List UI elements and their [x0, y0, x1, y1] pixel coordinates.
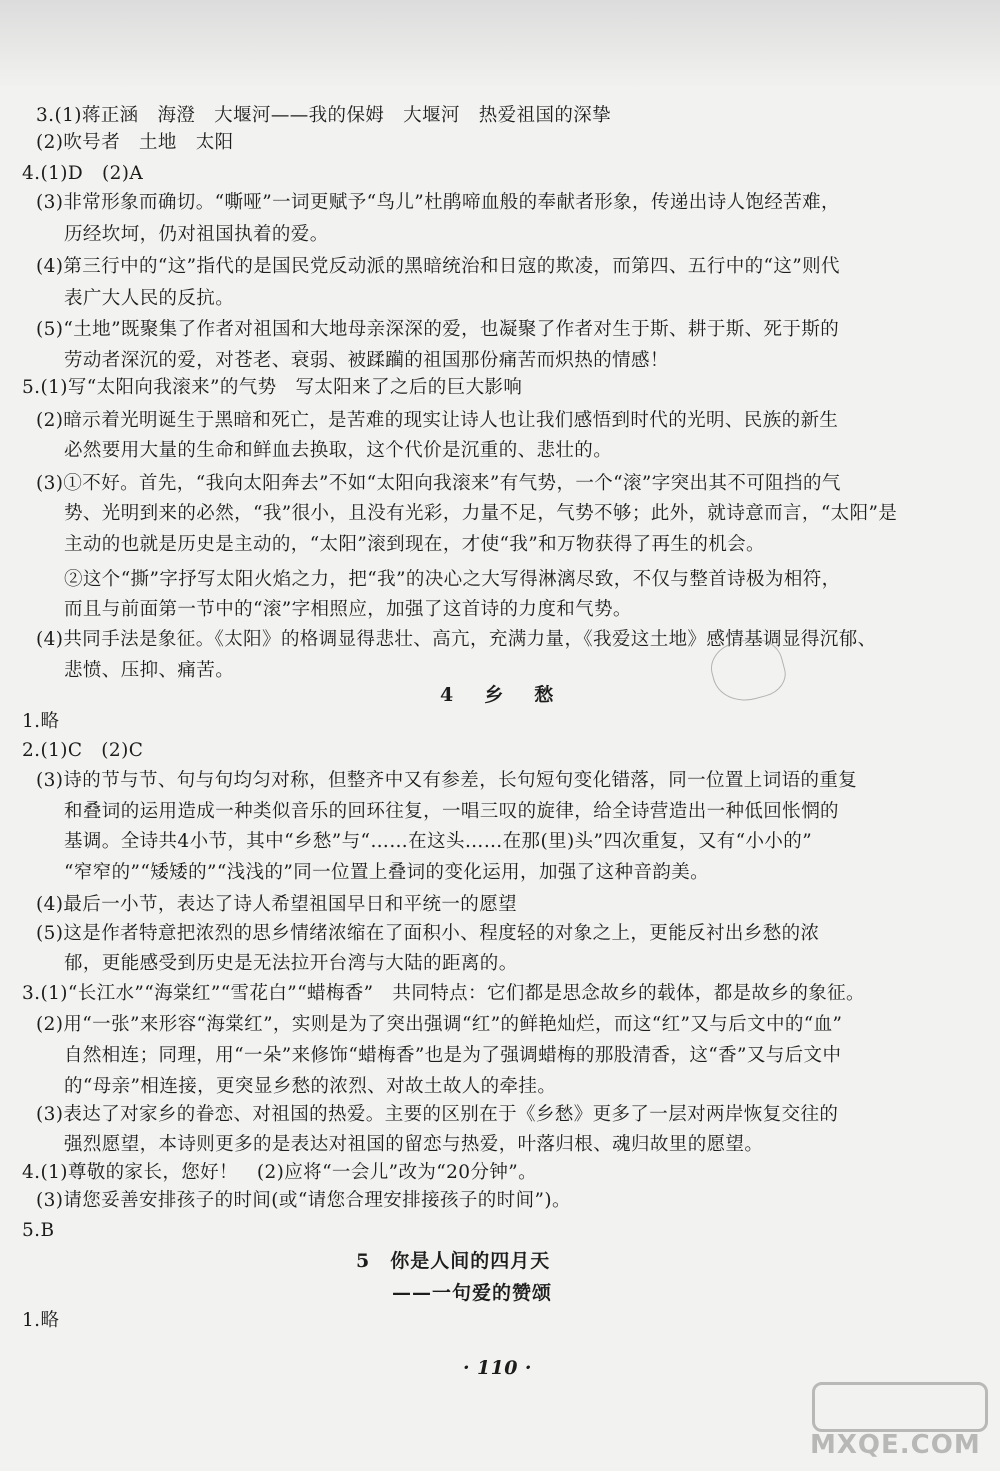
text-line: 强烈愿望，本诗则更多的是表达对祖国的留恋与热爱，叶落归根、魂归故里的愿望。: [64, 1134, 764, 1155]
watermark-site: MXQE.COM: [810, 1430, 981, 1460]
text-line: 1.略: [22, 1310, 60, 1331]
text-line: 2.(1)C (2)C: [22, 740, 144, 761]
text-line: 表广大人民的反抗。: [64, 288, 235, 309]
page-number: · 110 ·: [463, 1357, 532, 1379]
text-line: (2)吹号者 土地 太阳: [36, 132, 234, 153]
text-line: (3)诗的节与节、句与句均匀对称，但整齐中又有参差，长句短句变化错落，同一位置上词语的重复: [36, 770, 858, 791]
text-line: (3)表达了对家乡的眷恋、对祖国的热爱。主要的区别在于《乡愁》更多了一层对两岸恢复交往的: [36, 1104, 839, 1125]
section-title: 5 你是人间的四月天: [356, 1250, 551, 1272]
text-line: 4.(1)尊敬的家长，您好！ (2)应将“一会儿”改为“20分钟”。: [22, 1162, 538, 1183]
text-line: 而且与前面第一节中的“滚”字相照应，加强了这首诗的力度和气势。: [64, 599, 632, 620]
text-line: 主动的也就是历史是主动的，“太阳”滚到现在，才使“我”和万物获得了再生的机会。: [64, 534, 765, 555]
text-line: (4)第三行中的“这”指代的是国民党反动派的黑暗统治和日寇的欺凌，而第四、五行中的“这”则代: [36, 256, 840, 277]
text-line: (3)①不好。首先，“我向太阳奔去”不如“太阳向我滚来”有气势，一个“滚”字突出其不可阻挡的气: [36, 473, 841, 494]
section-title: 4 乡 愁: [440, 684, 560, 706]
text-line: 历经坎坷，仍对祖国执着的爱。: [64, 224, 329, 245]
text-line: 悲愤、压抑、痛苦。: [64, 660, 235, 681]
text-line: 5.B: [22, 1220, 55, 1241]
text-line: (5)这是作者特意把浓烈的思乡情绪浓缩在了面积小、程度轻的对象之上，更能反衬出乡愁的浓: [36, 923, 820, 944]
text-line: (3)请您妥善安排孩子的时间(或“请您合理安排接孩子的时间”)。: [36, 1190, 571, 1211]
text-line: 3.(1)“长江水”“海棠红”“雪花白”“蜡梅香” 共同特点：它们都是思念故乡的载体，都是故乡的象征。: [22, 983, 865, 1004]
text-line: (5)“土地”既聚集了作者对祖国和大地母亲深深的爱，也凝聚了作者对生于斯、耕于斯、死于斯的: [36, 319, 840, 340]
text-line: ②这个“撕”字抒写太阳火焰之力，把“我”的决心之大写得淋漓尽致，不仅与整首诗极为相符，: [64, 569, 841, 590]
text-line: (2)暗示着光明诞生于黑暗和死亡，是苦难的现实让诗人也让我们感悟到时代的光明、民族的新生: [36, 410, 839, 431]
watermark: [800, 1378, 990, 1466]
scan-shadow: [0, 0, 1000, 90]
text-line: “窄窄的”“矮矮的”“浅浅的”同一位置上叠词的变化运用，加强了这种音韵美。: [64, 862, 710, 883]
text-line: (4)共同手法是象征。《太阳》的格调显得悲壮、高亢，充满力量，《我爱这土地》感情基调显得沉郁、: [36, 629, 877, 650]
watermark-logo: [812, 1382, 988, 1432]
text-line: 自然相连；同理，用“一朵”来修饰“蜡梅香”也是为了强调蜡梅的那股清香，这“香”又与后文中: [64, 1045, 842, 1066]
text-line: 势、光明到来的必然，“我”很小，且没有光彩，力量不足，气势不够；此外，就诗意而言，“太阳”是: [64, 503, 898, 524]
text-line: 郁，更能感受到历史是无法拉开台湾与大陆的距离的。: [64, 953, 518, 974]
text-line: 1.略: [22, 711, 60, 732]
text-line: 必然要用大量的生命和鲜血去换取，这个代价是沉重的、悲壮的。: [64, 440, 613, 461]
text-line: 5.(1)写“太阳向我滚来”的气势 写太阳来了之后的巨大影响: [22, 377, 523, 398]
text-line: 4.(1)D (2)A: [22, 163, 144, 184]
text-line: 的“母亲”相连接，更突显乡愁的浓烈、对故土故人的牵挂。: [64, 1076, 557, 1097]
text-line: 和叠词的运用造成一种类似音乐的回环往复，一唱三叹的旋律，给全诗营造出一种低回怅惘的: [64, 801, 839, 822]
text-line: 基调。全诗共4小节，其中“乡愁”与“……在这头……在那(里)头”四次重复，又有“小小的”: [64, 831, 813, 852]
text-line: (3)非常形象而确切。“嘶哑”一词更赋予“鸟儿”杜鹃啼血般的奉献者形象，传递出诗人饱经苦难，: [36, 192, 840, 213]
section-subtitle: ——一句爱的赞颂: [392, 1282, 553, 1304]
text-line: (2)用“一张”来形容“海棠红”，实则是为了突出强调“红”的鲜艳灿烂，而这“红”又与后文中的“血”: [36, 1014, 843, 1035]
text-line: 3.(1)蒋正涵 海澄 大堰河——我的保姆 大堰河 热爱祖国的深挚: [36, 105, 612, 126]
text-line: (4)最后一小节，表达了诗人希望祖国早日和平统一的愿望: [36, 894, 518, 915]
text-line: 劳动者深沉的爱，对苍老、衰弱、被蹂躏的祖国那份痛苦而炽热的情感！: [64, 350, 669, 371]
